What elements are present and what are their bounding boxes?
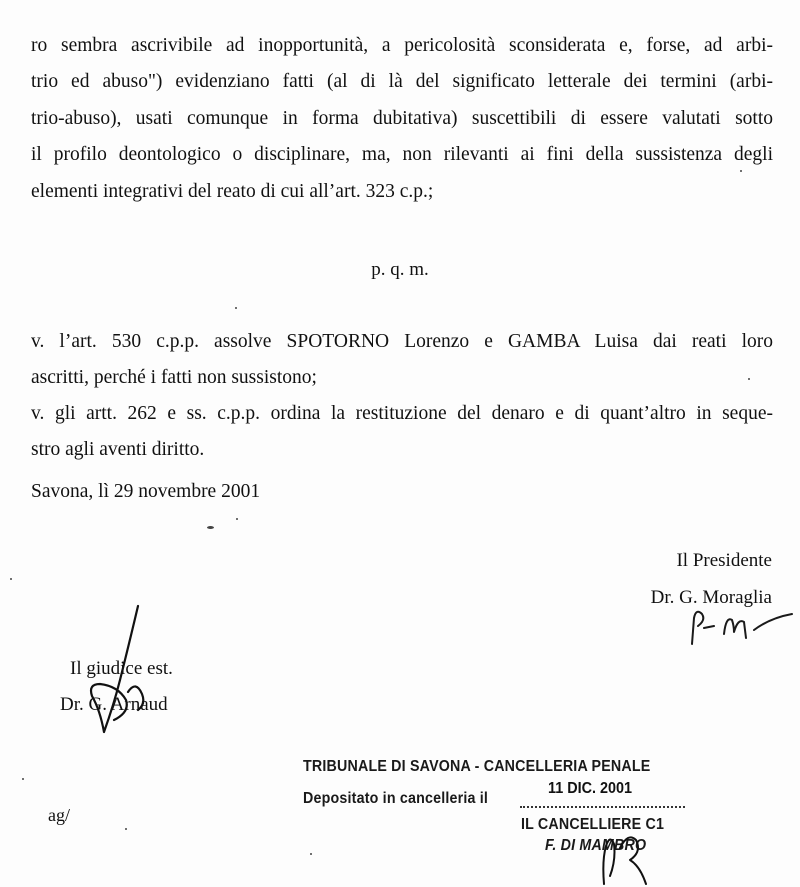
stamp-deposit-date: 11 DIC. 2001 bbox=[548, 780, 633, 797]
scan-speck bbox=[207, 526, 214, 529]
scan-speck bbox=[748, 378, 750, 380]
judge-title: Il giudice est. bbox=[70, 658, 173, 679]
scan-speck bbox=[235, 307, 237, 309]
body-line-4: il profilo deontologico o disciplinare, ma, non rilevanti ai fini della sussistenza degli bbox=[31, 144, 773, 165]
president-signature-scribble bbox=[680, 600, 795, 650]
verdict-line-3: v. gli artt. 262 e ss. c.p.p. ordina la restituzione del denaro e di quant’altro in seque- bbox=[31, 403, 773, 424]
body-line-2: trio ed abuso") evidenziano fatti (al di là del significato letterale dei termini (arbi- bbox=[31, 71, 773, 92]
president-name: Dr. G. Moraglia bbox=[650, 587, 772, 608]
scan-speck bbox=[310, 853, 312, 855]
body-line-3: trio-abuso), usati comunque in forma dubitativa) suscettibili di essere valutati sotto bbox=[31, 108, 773, 129]
stamp-tribunal-line: TRIBUNALE DI SAVONA - CANCELLERIA PENALE bbox=[303, 758, 651, 775]
scan-speck bbox=[236, 518, 238, 520]
president-title: Il Presidente bbox=[676, 550, 772, 571]
scan-speck bbox=[125, 828, 127, 830]
judge-name: Dr. G. Arnaud bbox=[60, 694, 168, 715]
verdict-line-4: stro agli aventi diritto. bbox=[31, 439, 205, 460]
stamp-clerk-title: IL CANCELLIERE C1 bbox=[521, 816, 665, 833]
verdict-line-1: v. l’art. 530 c.p.p. assolve SPOTORNO Lorenzo e GAMBA Luisa dai reati loro bbox=[31, 331, 773, 352]
scan-speck bbox=[740, 170, 742, 172]
body-line-1: ro sembra ascrivibile ad inopportunità, a pericolosità sconsiderata e, forse, ad arbi- bbox=[31, 35, 773, 56]
judge-signature-scribble bbox=[70, 600, 180, 740]
place-date: Savona, lì 29 novembre 2001 bbox=[31, 481, 261, 502]
stamp-dotted-line bbox=[520, 806, 685, 808]
scan-speck bbox=[22, 778, 24, 780]
pqm-heading: p. q. m. bbox=[371, 259, 429, 280]
body-line-5: elementi integrativi del reato di cui all’art. 323 c.p.; bbox=[31, 181, 434, 202]
stamp-clerk-name: F. DI MAMBRO bbox=[545, 837, 647, 854]
stamp-deposit-line: Depositato in cancelleria il bbox=[303, 790, 489, 807]
scan-speck bbox=[10, 578, 12, 580]
verdict-line-2: ascritti, perché i fatti non sussistono; bbox=[31, 367, 317, 388]
clerk-signature-scribble bbox=[580, 820, 670, 887]
typist-initials: ag/ bbox=[48, 805, 70, 825]
